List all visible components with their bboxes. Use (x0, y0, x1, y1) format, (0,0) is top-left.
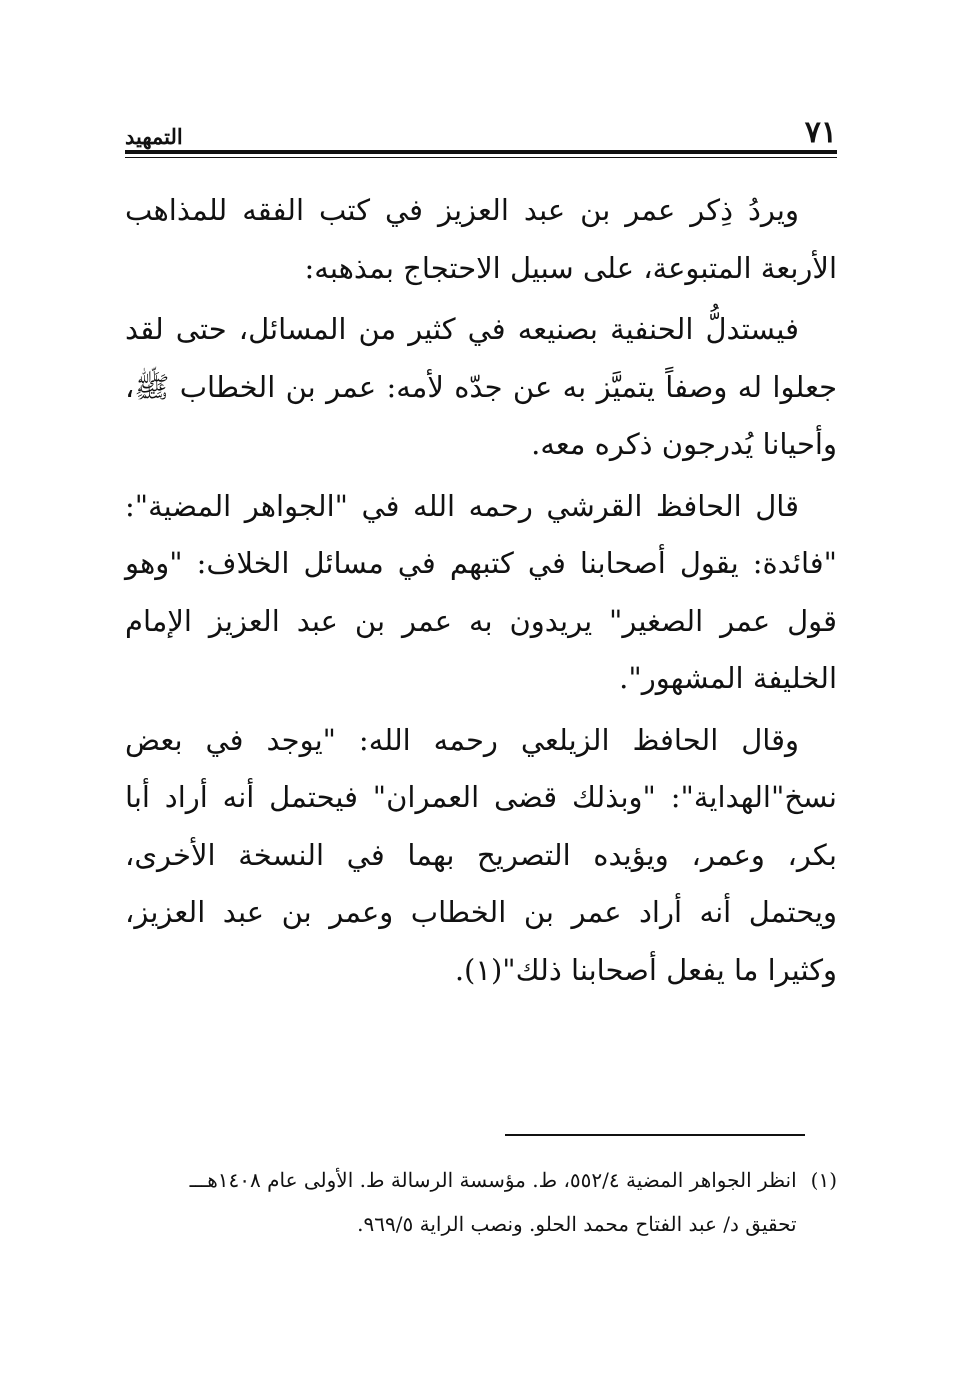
paragraph: ويردُ ذِكر عمر بن عبد العزيز في كتب الفقه للمذاهب الأربعة المتبوعة، على سبيل الاحتجاج بمذهبه: (125, 193, 837, 285)
header-rule-thin (125, 157, 837, 158)
page-header (125, 112, 837, 152)
header-rule-thick (125, 150, 837, 154)
footnote-line: تحقيق د/ عبد الفتاح محمد الحلو. ونصب الراية ٩٦٩/٥. (357, 1212, 797, 1236)
running-title: التمهيد (125, 124, 183, 149)
page-number: ٧١ (804, 115, 837, 150)
footnotes (125, 1158, 837, 1246)
footnote-line: انظر الجواهر المضية ٥٥٢/٤، ط. مؤسسة الرسالة ط. الأولى عام ١٤٠٨هـــ (189, 1168, 797, 1192)
paragraph: فيستدلُّ الحنفية بصنيعه في كثير من المسائل، حتى لقد جعلوا له وصفاً يتميَّز به عن جدّه لأمه: عمر بن الخطاب ﷺ، وأحيانا يُدرجون ذكره معه. (125, 312, 837, 461)
footnote-separator (505, 1134, 805, 1136)
footnote-text (125, 1158, 797, 1246)
paragraph: قال الحافظ القرشي رحمه الله في "الجواهر المضية": "فائدة: يقول أصحابنا في كتبهم في مسائل الخلاف: "وهو قول عمر الصغير" يريدون به عمر بن عبد العزيز الإمام الخليفة المشهور". (125, 488, 837, 695)
main-text (125, 182, 837, 1003)
footnote-marker: (١) (810, 1168, 837, 1192)
footnote (125, 1158, 837, 1246)
paragraph: وقال الحافظ الزيلعي رحمه الله: "يوجد في بعض نسخ"الهداية": "وبذلك قضى العمران" فيحتمل أنه أراد أبا بكر، وعمر، ويؤيده التصريح بهما في النسخة الأخرى، ويحتمل أنه أراد عمر بن الخطاب وعمر بن عبد العزيز، وكثيرا ما يفعل أصحابنا ذلك"(١). (125, 722, 837, 987)
